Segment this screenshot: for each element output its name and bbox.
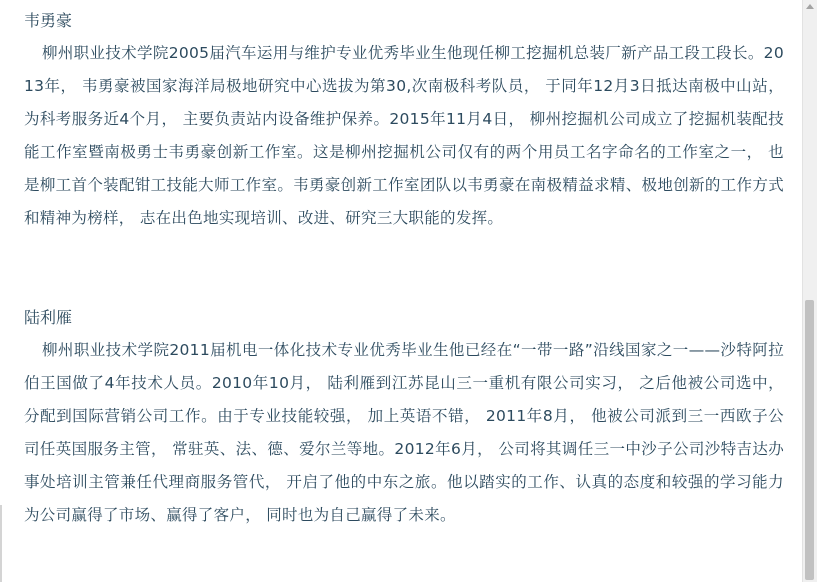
profile-paragraph: 柳州职业技术学院2005届汽车运用与维护专业优秀毕业生他现任柳工挖掘机总装厂新产品工段工段长。2013年， 韦勇豪被国家海洋局极地研究中心选拔为第30,次南极科考队员， 于同年12月3日抵达南极中山站， 为科考服务近4个月， 主要负责站内设备维护保养。2015年11月4日， 柳州挖掘机公司成立了挖掘机装配技能工作室暨南极勇士韦勇豪创新工作室。这是柳州挖掘机公司仅有的两个用员工名字命名的工作室之一， 也是柳工首个装配钳工技能大师工作室。韦勇豪创新工作室团队以韦勇豪在南极精益求精、极地创新的工作方式和精神为榜样， 志在出色地实现培训、改进、研究三大职能的发挥。 (24, 44, 784, 227)
profile-section (24, 306, 784, 532)
vertical-scrollbar[interactable] (802, 0, 817, 582)
profile-name: 韦勇豪 (24, 11, 73, 30)
profile-name: 陆利雁 (24, 308, 73, 327)
left-edge-divider (0, 505, 2, 582)
scroll-up-arrow-icon[interactable] (806, 4, 814, 9)
scrollbar-thumb[interactable] (805, 300, 814, 580)
profile-section (24, 9, 784, 235)
profile-paragraph: 柳州职业技术学院2011届机电一体化技术专业优秀毕业生他已经在“一带一路”沿线国家之一——沙特阿拉伯王国做了4年技术人员。2010年10月， 陆利雁到江苏昆山三一重机有限公司实习， 之后他被公司选中， 分配到国际营销公司工作。由于专业技能较强， 加上英语不错， 2011年8月， 他被公司派到三一西欧子公司任英国服务主管， 常驻英、法、德、爱尔兰等地。2012年6月， 公司将其调任三一中沙子公司沙特吉达办事处培训主管兼任代理商服务管代， 开启了他的中东之旅。他以踏实的工作、认真的态度和较强的学习能力为公司赢得了市场、赢得了客户， 同时也为自己赢得了未来。 (24, 341, 784, 524)
